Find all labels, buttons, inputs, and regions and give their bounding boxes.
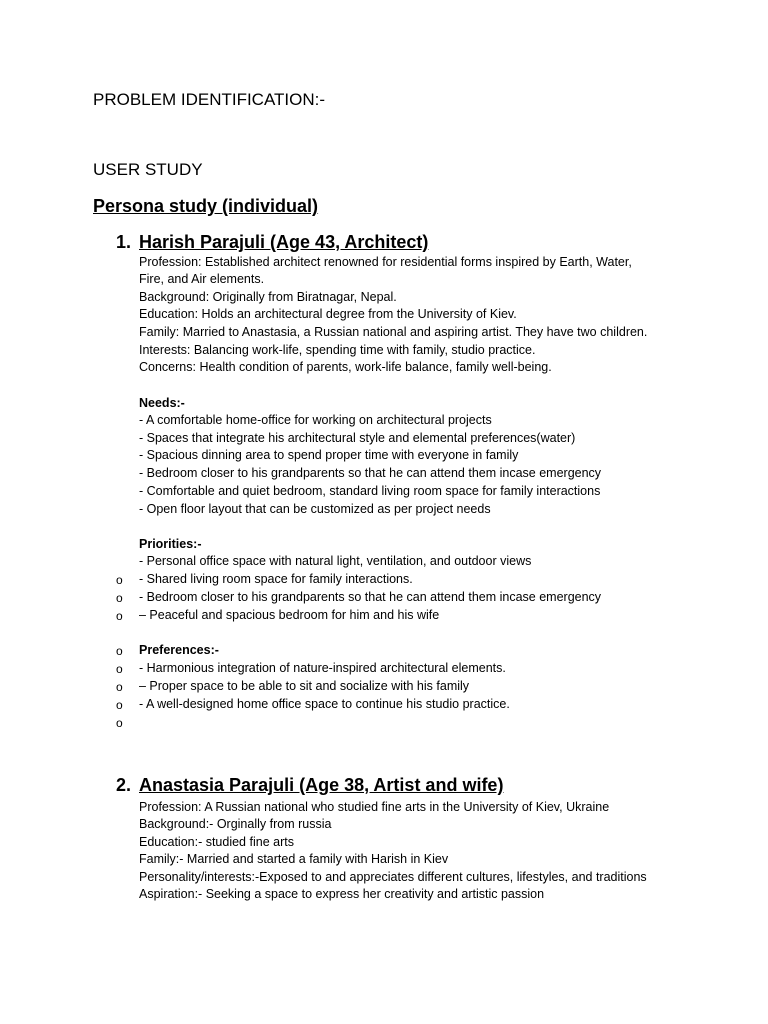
need-item: - Bedroom closer to his grandparents so that he can attend them incase emergency [139, 466, 602, 480]
persona-1-family: Family: Married to Anastasia, a Russian national and aspiring artist. They have two children. [139, 325, 648, 339]
priority-item: - Bedroom closer to his grandparents so that he can attend them incase emergency [139, 590, 602, 604]
persona-1-preferences-label: Preferences:- [139, 643, 219, 657]
persona-1-number: 1. [116, 232, 132, 252]
bullet-icon: o [116, 644, 123, 658]
section-heading-user-study: USER STUDY [93, 160, 203, 179]
persona-2-personality: Personality/interests:-Exposed to and appreciates different cultures, lifestyles, and traditions [139, 870, 647, 884]
persona-1-background: Background: Originally from Biratnagar, Nepal. [139, 290, 397, 304]
need-item: - Spacious dinning area to spend proper time with everyone in family [139, 448, 519, 462]
bullet-icon: o [116, 680, 123, 694]
bullet-icon: o [116, 662, 123, 676]
persona-2-education: Education:- studied fine arts [139, 835, 294, 849]
persona-1-education: Education: Holds an architectural degree from the University of Kiev. [139, 307, 517, 321]
priority-item: – Peaceful and spacious bedroom for him and his wife [139, 608, 440, 622]
need-item: - Spaces that integrate his architectural style and elemental preferences(water) [139, 431, 576, 445]
persona-1-interests: Interests: Balancing work-life, spending time with family, studio practice. [139, 343, 536, 357]
persona-1-profession-line-2: Fire, and Air elements. [139, 272, 265, 286]
bullet-icon: o [116, 609, 123, 623]
persona-1-priorities-label: Priorities:- [139, 537, 202, 551]
persona-2-title: Anastasia Parajuli (Age 38, Artist and wife) [139, 775, 504, 795]
persona-2-number: 2. [116, 775, 132, 795]
persona-1-needs-label: Needs:- [139, 396, 185, 410]
preference-item: – Proper space to be able to sit and socialize with his family [139, 679, 470, 693]
priority-item: - Personal office space with natural light, ventilation, and outdoor views [139, 554, 532, 568]
page-heading: PROBLEM IDENTIFICATION:- [93, 90, 326, 109]
persona-2-background: Background:- Orginally from russia [139, 817, 332, 831]
persona-1-concerns: Concerns: Health condition of parents, work-life balance, family well-being. [139, 360, 552, 374]
preference-item: - Harmonious integration of nature-inspired architectural elements. [139, 661, 506, 675]
persona-study-heading: Persona study (individual) [93, 196, 319, 216]
need-item: - Open floor layout that can be customized as per project needs [139, 502, 491, 516]
priority-item: - Shared living room space for family interactions. [139, 572, 413, 586]
persona-1-title: Harish Parajuli (Age 43, Architect) [139, 232, 429, 252]
bullet-icon: o [116, 716, 123, 730]
bullet-icon: o [116, 573, 123, 587]
persona-1-profession-line-1: Profession: Established architect renowned for residential forms inspired by Earth, Water, [139, 255, 632, 269]
bullet-icon: o [116, 698, 123, 712]
need-item: - A comfortable home-office for working on architectural projects [139, 413, 492, 427]
persona-2-profession: Profession: A Russian national who studied fine arts in the University of Kiev, Ukraine [139, 800, 610, 814]
persona-2-aspiration: Aspiration:- Seeking a space to express her creativity and artistic passion [139, 887, 545, 901]
bullet-icon: o [116, 591, 123, 605]
persona-2-family: Family:- Married and started a family with Harish in Kiev [139, 852, 449, 866]
need-item: - Comfortable and quiet bedroom, standard living room space for family interactions [139, 484, 601, 498]
preference-item: - A well-designed home office space to continue his studio practice. [139, 697, 510, 711]
